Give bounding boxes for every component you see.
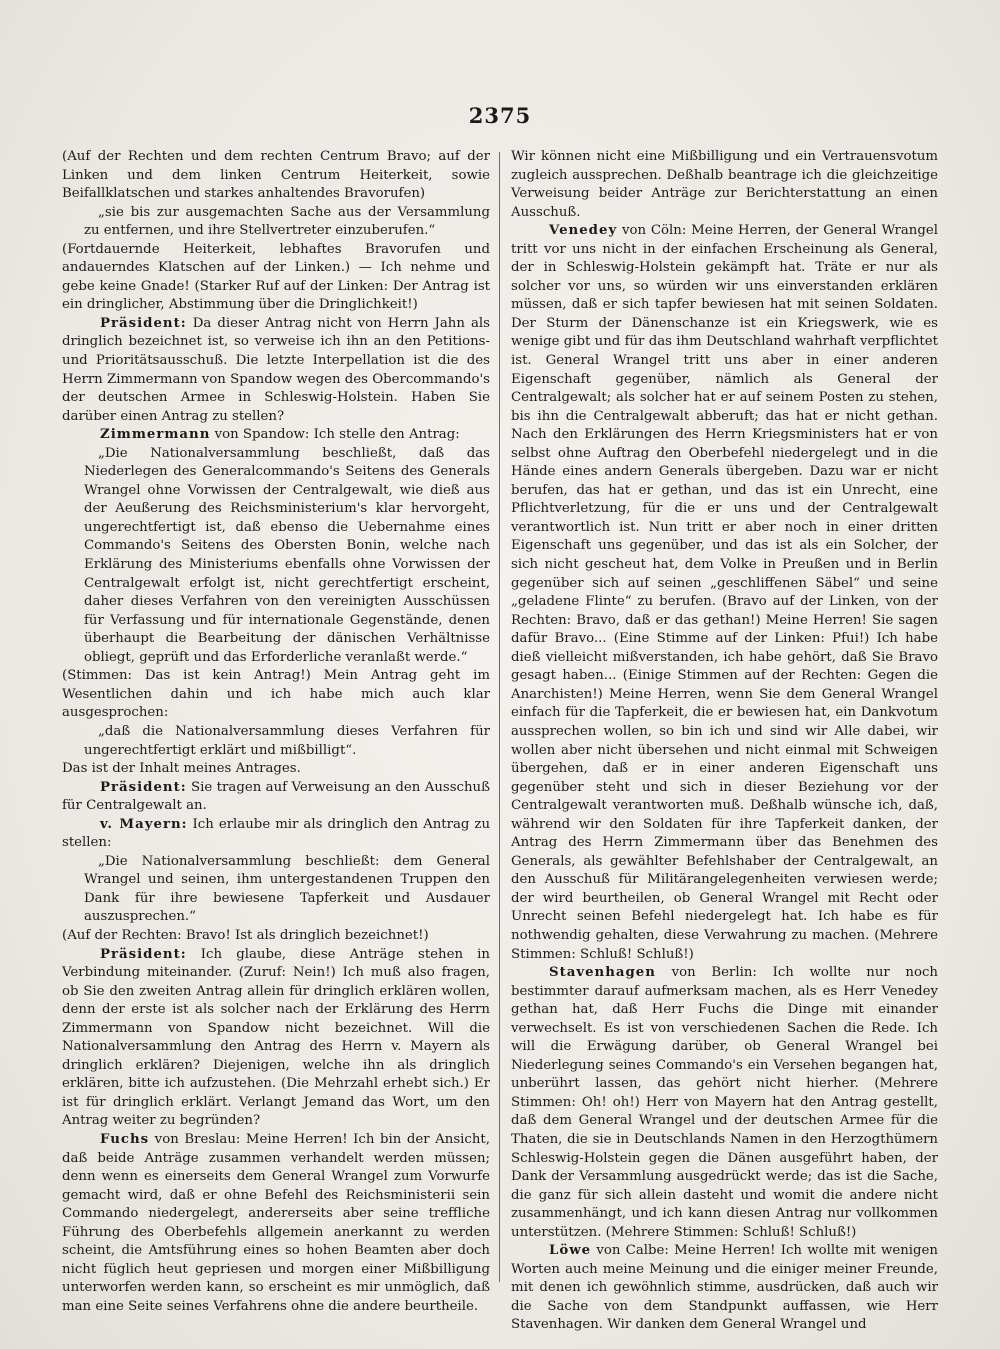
quoted-motion: „daß die Nationalversammlung dieses Verfahren für ungerechtfertigt erklärt und mißbilligt“. [84, 723, 490, 758]
speech-text: Wir können nicht eine Mißbilligung und ein Vertrauensvotum zugleich aussprechen. Deßhalb beantrage ich die gleichzeitige Verweisung beider Anträge zur Berichterstattung an einen Ausschuß. [511, 149, 938, 220]
speech-text: Sie tragen auf Verweisung an den Ausschuß für Centralgewalt an. [62, 779, 490, 814]
speaker-name: Fuchs [100, 1131, 150, 1147]
speech-paragraph [511, 964, 938, 1242]
speech-paragraph [62, 426, 490, 445]
speech-text: Da dieser Antrag nicht von Herrn Jahn als dringlich bezeichnet ist, so verweise ich ihn an den Petitions- und Prioritätsausschuß. Die letzte Interpellation ist die des Herrn Zimmermann von Spandow wegen des Obercommando's der deutschen Armee in Schleswig-Holstein. Haben Sie darüber einen Antrag zu stellen? [62, 315, 490, 424]
speech-text: von Spandow: Ich stelle den Antrag: [210, 427, 460, 443]
speaker-name: Löwe [549, 1243, 592, 1259]
speech-paragraph [511, 222, 938, 964]
speech-text: Ich erlaube mir als dringlich den Antrag zu stellen: [62, 816, 491, 851]
speech-text: von Cöln: Meine Herren, der General Wrangel tritt vor uns nicht in der einfachen Erscheinung als General, der in Schleswig-Holstein gekämpft hat. Träte er nur als solcher vor uns, so würden wir uns einverstanden erklären müssen, daß er sich tapfer bewiesen hat mit seinen Soldaten. Der Sturm der Dänenschanze ist ein Kriegswerk, wie es wenige gibt und für das ihm Deutschland wahrhaft verpflichtet ist. General Wrangel tritt uns aber in einer anderen Eigenschaft gegenüber, nämlich als General der Centralgewalt; als solcher hat er auf seinem Posten zu stehen, bis ihn die Centralgewalt abberuft; das hat er nicht gethan. Nach den Erklärungen des Herrn Kriegsministers hat er von selbst ohne Auftrag den Oberbefehl niedergelegt und in die Hände eines andern Generals übergeben. Dazu war er nicht berufen, das hat er gethan, und das ist ein Unrecht, eine Pflichtverletzung, für die er uns und der Centralgewalt verantwortlich ist. Nun tritt er aber noch in einer dritten Eigenschaft uns gegenüber, und das ist als ein Solcher, der sich nicht gescheut hat, dem Volke in Preußen und in Berlin gegenüber sich auf seinen „geschliffenen Säbel“ und seine „geladene Flinte“ zu berufen. (Bravo auf der Linken, von der Rechten: Bravo, daß er das gethan!) Meine Herren! Sie sagen dafür Bravo... (Eine Stimme auf der Linken: Pfui!) Ich habe dieß vielleicht mißverstanden, ich habe gehört, daß Sie Bravo gesagt haben... (Einige Stimmen auf der Rechten: Gegen die Anarchisten!) Meine Herren, wenn Sie dem General Wrangel einfach für die Tapferkeit, die er bewiesen hat, ein Dankvotum aussprechen wollen, so bin ich und sind wir Alle dabei, wir wollen aber nicht übersehen und nicht einmal mit Schweigen übergehen, daß er in einer anderen Eigenschaft uns gegenüber steht und sich in dieser Beziehung vor der Centralgewalt verantworten muß. Deßhalb wünsche ich, daß, während wir den Soldaten für ihre Tapferkeit danken, der Antrag des Herrn Zimmermann über das Benehmen des Generals, als gewählter Befehlshaber der Centralgewalt, an den Ausschuß für Militärangelegenheiten verwiesen werde; der wird beurtheilen, ob General Wrangel mit Recht oder Unrecht seinen Befehl niedergelegt hat. Ich habe es für nothwendig gehalten, diese Verwahrung zu machen. (Mehrere Stimmen: Schluß! Schluß!) [511, 223, 938, 962]
speech-paragraph [62, 946, 490, 1131]
speaker-name: Stavenhagen [549, 965, 656, 981]
quoted-motion: „sie bis zur ausgemachten Sache aus der Versammlung zu entfernen, und ihre Stellvertreter einzuberufen.“ [84, 204, 490, 239]
right-column [511, 148, 938, 1333]
speaker-name: Präsident: [100, 315, 187, 331]
speech-text: Ich glaube, diese Anträge stehen in Verbindung miteinander. (Zuruf: Nein!) Ich muß also fragen, ob Sie den zweiten Antrag allein für dringlich erklären wollen, denn der erste ist als solcher nach der Erklärung des Herrn Zimmermann von Spandow nicht bezeichnet. Will die Nationalversammlung den Antrag des Herrn v. Mayern als dringlich erklären? Diejenigen, welche ihn als dringlich erklären, bitte ich aufzustehen. (Die Mehrzahl erhebt sich.) Er ist für dringlich erklärt. Verlangt Jemand das Wort, um den Antrag weiter zu begründen? [62, 946, 490, 1129]
speaker-name: v. Mayern: [100, 816, 188, 832]
speech-text: von Breslau: Meine Herren! Ich bin der Ansicht, daß beide Anträge zusammen verhandelt werden müssen; denn wenn es einerseits dem General Wrangel zum Vorwurfe gemacht wird, daß er ohne Befehl des Reichsministerii sein Commando niedergelegt, andererseits aber seine treffliche Führung des Oberbefehls allgemein anerkannt zu werden scheint, die Amtsführung eines so hohen Beamten aber doch nicht füglich heut gepriesen und morgen einer Mißbilligung unterworfen werden kann, so erscheint es mir unmöglich, daß man eine Seite seines Verfahrens ohne die andere beurtheile. [62, 1131, 490, 1314]
speaker-name: Präsident: [100, 779, 187, 795]
speech-text: (Stimmen: Das ist kein Antrag!) Mein Antrag geht im Wesentlichen dahin und ich habe mich auch klar ausgesprochen: [62, 668, 490, 721]
speech-paragraph [511, 1242, 938, 1335]
speech-paragraph [62, 315, 490, 426]
column-divider [499, 152, 500, 1282]
quoted-motion: „Die Nationalversammlung beschließt, daß das Niederlegen des Generalcommando's Seitens des Generals Wrangel ohne Vorwissen der Centralgewalt, wie dieß aus der Aeußerung des Reichsministerium's klar hervorgeht, ungerechtfertigt ist, daß ebenso die Uebernahme eines Commando's Seitens des Obersten Bonin, welche nach Erklärung des Ministeriums ebenfalls ohne Vorwissen der Centralgewalt erfolgt ist, nicht gerechtfertigt erscheint, daher dieses Verfahren von den vereinigten Ausschüssen für Verfassung und für internationale Gegenstände, denen überhaupt die Bearbeitung der dänischen Verhältnisse obliegt, geprüft und das Erforderliche veranlaßt werde.“ [84, 445, 490, 665]
quoted-motion: „Die Nationalversammlung beschließt: dem General Wrangel und seinen, ihm untergestandenen Truppen den Dank für ihre bewiesene Tapferkeit und Ausdauer auszusprechen.“ [84, 853, 490, 925]
speech-text: von Berlin: Ich wollte nur noch bestimmter darauf aufmerksam machen, als es Herr Venedey gethan hat, daß Herr Fuchs die Dinge mit einander verwechselt. Es ist von verschiedenen Sachen die Rede. Ich will die Erwägung darüber, ob General Wrangel bei Niederlegung seines Commando's ein Versehen begangen hat, unberührt lassen, das gehört nicht hierher. (Mehrere Stimmen: Oh! oh!) Herr von Mayern hat den Antrag gestellt, daß dem General Wrangel und der deutschen Armee für die Thaten, die sie in Deutschlands Namen in den Herzogthümern Schleswig-Holstein gegen die Dänen ausgeführt haben, der Dank der Versammlung ausgedrückt werde; das ist die Sache, die ganz für sich allein dasteht und womit die andere nicht zusammenhängt, und ich kann diesen Antrag nur vollkommen unterstützen. (Mehrere Stimmen: Schluß! Schluß!) [511, 965, 938, 1240]
speaker-name: Präsident: [100, 946, 187, 962]
stage-direction: (Fortdauernde Heiterkeit, lebhaftes Bravorufen und andauerndes Klatschen auf der Linken.) — Ich nehme und gebe keine Gnade! (Starker Ruf auf der Linken: Der Antrag ist ein dringlicher, Abstimmung über die Dringlichkeit!) [62, 241, 490, 313]
speech-paragraph [62, 1131, 490, 1316]
stage-direction: (Auf der Rechten und dem rechten Centrum Bravo; auf der Linken und dem linken Centrum Heiterkeit, sowie Beifallklatschen und starkes anhaltendes Bravorufen) [62, 149, 490, 202]
stage-direction: (Auf der Rechten: Bravo! Ist als dringlich bezeichnet!) [62, 927, 429, 943]
speech-text: Das ist der Inhalt meines Antrages. [62, 761, 301, 777]
speech-paragraph [62, 816, 490, 853]
speech-text: von Calbe: Meine Herren! Ich wollte mit wenigen Worten auch meine Meinung und die einiger meiner Freunde, mit denen ich gewöhnlich stimme, ausdrücken, daß auch wir die Sache von dem Standpunkt auffassen, wie Herr Stavenhagen. Wir danken dem General Wrangel und [511, 1243, 938, 1333]
speaker-name: Zimmermann [100, 427, 211, 443]
speaker-name: Venedey [549, 223, 618, 239]
page-number: 2375 [468, 103, 532, 128]
left-column [62, 148, 491, 1314]
speech-paragraph [62, 779, 490, 816]
